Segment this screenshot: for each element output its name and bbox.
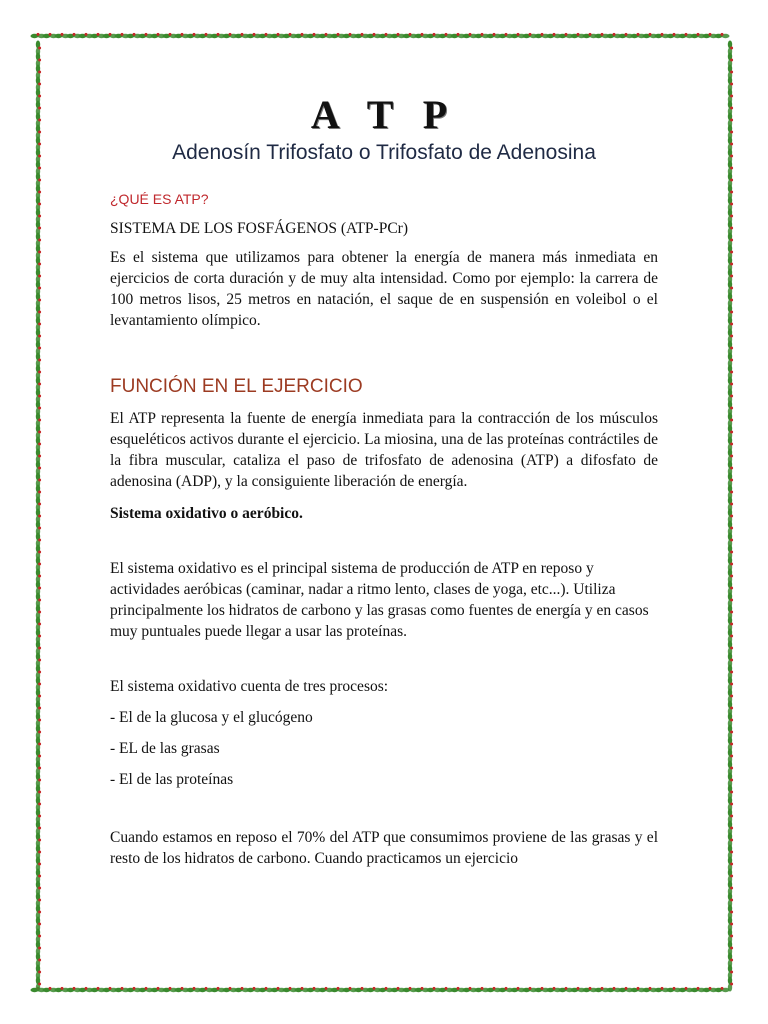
paragraph-fosfagenos: Es el sistema que utilizamos para obtener la energía de manera más inmediata en ejercicios de corta duración y de muy alta intensidad. Como por ejemplo: la carrera de 100 metros lisos, 25 metros en natación, el saque de en suspensión en voleibol o el levantamiento olímpico.	[110, 249, 658, 329]
system-heading: SISTEMA DE LOS FOSFÁGENOS (ATP-PCr)	[110, 220, 408, 237]
list-item-glucosa: - El de la glucosa y el glucógeno	[110, 709, 313, 726]
holly-leaf-motif	[715, 987, 730, 992]
page-title: A T P	[310, 92, 458, 137]
holly-leaf-motif	[715, 33, 730, 38]
document-content	[110, 92, 658, 869]
paragraph-procesos: El sistema oxidativo cuenta de tres procesos:	[110, 678, 389, 695]
list-item-grasas: - EL de las grasas	[110, 740, 220, 757]
question-heading: ¿QUÉ ES ATP?	[110, 191, 209, 207]
paragraph-funcion: El ATP representa la fuente de energía inmediata para la contracción de los músculos esqueléticos activos durante el ejercicio. La miosina, una de las proteínas contráctiles de la fibra muscular, cataliza el paso de trifosfato de adenosina (ATP) a difosfato de adenosina (ADP), y la consiguiente liberación de energía.	[110, 410, 658, 490]
page-subtitle: Adenosín Trifosfato o Trifosfato de Adenosina	[172, 141, 596, 164]
holly-leaf-motif	[728, 977, 733, 992]
paragraph-oxidativo: El sistema oxidativo es el principal sistema de producción de ATP en reposo y actividades aeróbicas (caminar, nadar a ritmo lento, clases de yoga, etc...). Utiliza principalmente los hidratos de carbono y las grasas como fuentes de energía y en casos muy puntuales puede llegar a usar las proteínas.	[110, 560, 649, 640]
list-item-proteinas: - El de las proteínas	[110, 771, 234, 788]
heading-sistema-oxidativo: Sistema oxidativo o aeróbico.	[110, 505, 303, 522]
paragraph-reposo: Cuando estamos en reposo el 70% del ATP que consumimos proviene de las grasas y el resto de los hidratos de carbono. Cuando practicamos un ejercicio	[110, 829, 658, 867]
section-heading-funcion: FUNCIÓN EN EL EJERCICIO	[110, 376, 363, 397]
